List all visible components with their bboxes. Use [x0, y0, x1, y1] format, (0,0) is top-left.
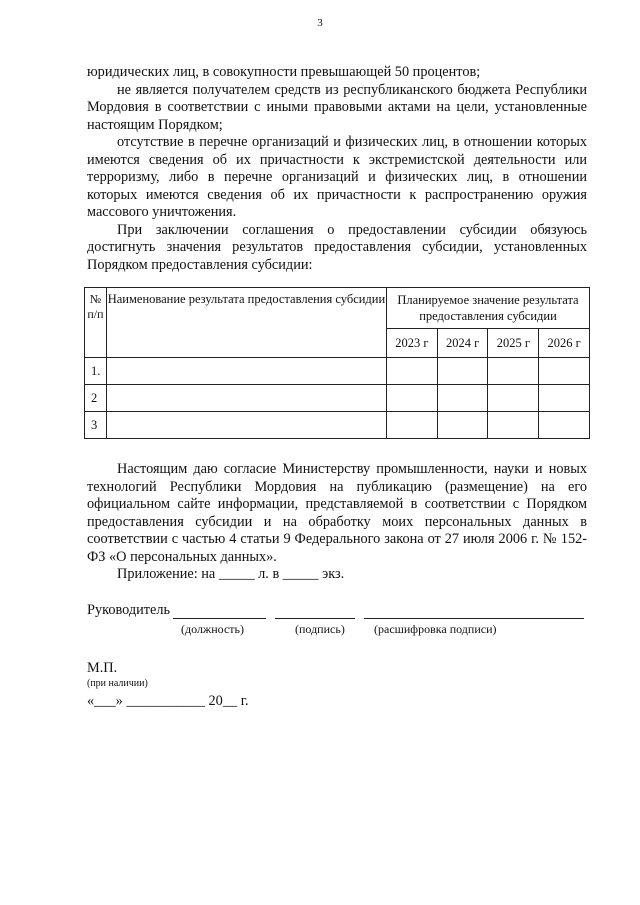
cell-value: [488, 412, 539, 439]
signature-line: [275, 604, 355, 619]
header-year-2026: 2026 г: [539, 329, 590, 358]
position-line: [173, 604, 266, 619]
cell-result-name: [106, 385, 386, 412]
results-table: [84, 287, 590, 439]
paragraph-1: юридических лиц, в совокупности превышающей 50 процентов;: [87, 64, 481, 80]
header-result-name: Наименование результата предоставления субсидии: [106, 288, 386, 358]
cell-value: [386, 358, 437, 385]
cell-value: [386, 412, 437, 439]
cell-value: [539, 358, 590, 385]
consent-block: [87, 461, 587, 584]
header-planned-value: Планируемое значение результата предоставления субсидии: [386, 288, 589, 329]
signature-caption: (подпись): [295, 622, 345, 636]
paragraph-3: отсутствие в перечне организаций и физических лиц, в отношении которых имеются сведения об их причастности к экстремистской деятельности или терроризму, либо в перечне организаций и физических лиц, в отношении которых имеются сведения об их причастности к распространению оружия массового уничтожения.: [87, 134, 587, 220]
cell-value: [386, 385, 437, 412]
stamp-note: (при наличии): [87, 678, 148, 689]
header-year-2025: 2025 г: [488, 329, 539, 358]
head-label: Руководитель: [87, 602, 171, 618]
decoding-line: [364, 604, 584, 619]
table-row: [85, 385, 590, 412]
header-year-2023: 2023 г: [386, 329, 437, 358]
table-row: [85, 358, 590, 385]
cell-result-name: [106, 358, 386, 385]
decoding-caption: (расшифровка подписи): [374, 622, 497, 636]
cell-result-name: [106, 412, 386, 439]
paragraph-2: не является получателем средств из республиканского бюджета Республики Мордовия в соответствии с иными правовыми актами на цели, установленные настоящим Порядком;: [87, 81, 587, 133]
header-year-2024: 2024 г: [437, 329, 488, 358]
cell-value: [539, 412, 590, 439]
signature-block: [87, 602, 587, 710]
row-number: 1.: [85, 358, 107, 385]
paragraph-4: При заключении соглашения о предоставлении субсидии обязуюсь достигнуть значения результатов предоставления субсидии, установленных Порядком предоставления субсидии:: [87, 221, 587, 273]
position-caption: (должность): [181, 622, 244, 636]
header-number: № п/п: [85, 288, 107, 358]
stamp-label: М.П.: [87, 660, 118, 676]
cell-value: [437, 358, 488, 385]
consent-text: Настоящим даю согласие Министерству промышленности, науки и новых технологий Республики Мордовия на публикацию (размещение) на его официальном сайте информации, представляемой в соответствии с Порядком предоставления субсидии и на обработку моих персональных данных в соответствии с частью 4 статьи 9 Федерального закона от 27 июля 2006 г. № 152-ФЗ «О персональных данных».: [87, 461, 587, 565]
table-row: [85, 412, 590, 439]
cell-value: [488, 385, 539, 412]
appendix-line: Приложение: на _____ л. в _____ экз.: [117, 566, 345, 582]
date-line: «___» ___________ 20__ г.: [87, 693, 249, 709]
cell-value: [539, 385, 590, 412]
document-body: [87, 64, 587, 274]
row-number: 3: [85, 412, 107, 439]
row-number: 2: [85, 385, 107, 412]
cell-value: [437, 385, 488, 412]
cell-value: [437, 412, 488, 439]
page-number: 3: [317, 17, 323, 29]
cell-value: [488, 358, 539, 385]
